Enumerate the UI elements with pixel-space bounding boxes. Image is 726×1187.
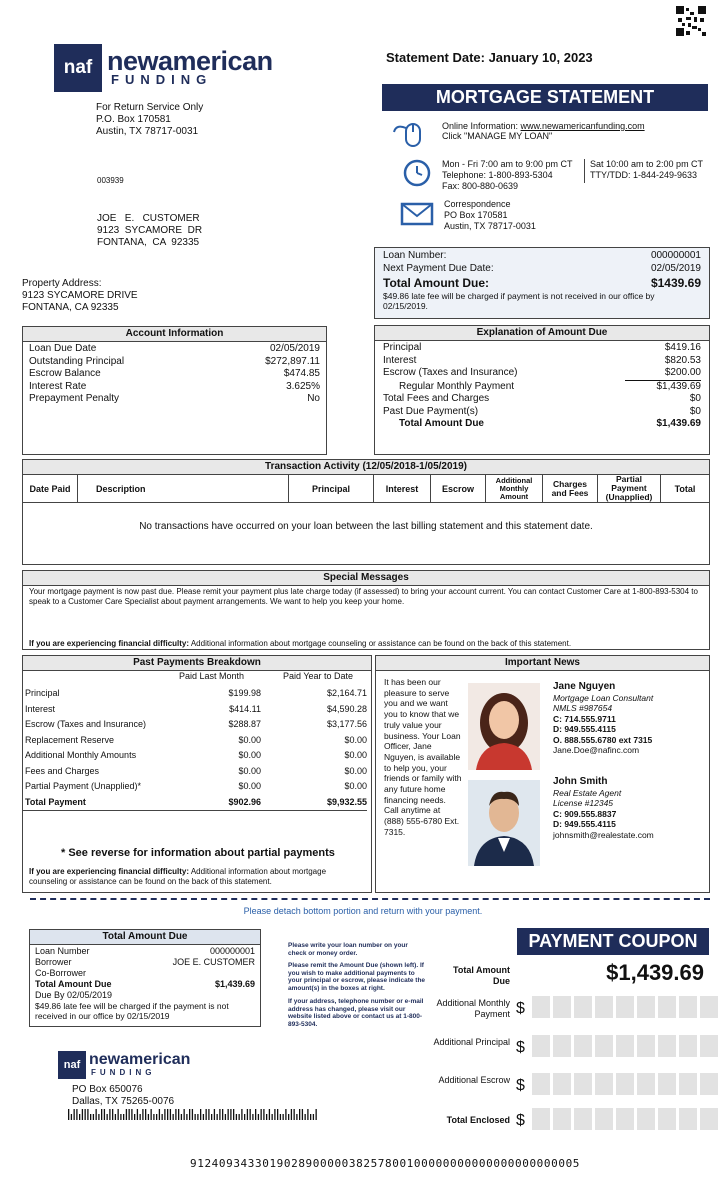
total-amount-due: $1439.69	[650, 276, 701, 290]
transaction-activity-box: Transaction Activity (12/05/2018-1/05/2019) Date Paid Description Principal Interest Escrow Additional Monthly Amount Charges and Fees Partial Payment (Unapplied) Total No transactions have occurred on your loan between the last billing statement and this statement date.	[22, 459, 710, 565]
return-address: For Return Service Only P.O. Box 170581 Austin, TX 78717-0031	[96, 102, 204, 137]
detach-line	[30, 898, 710, 900]
logo-name: newamerican	[107, 46, 273, 76]
loan-officer-contact: Jane Nguyen Mortgage Loan Consultant NMLS #987654 C: 714.555.9711 D: 949.555.4115 O. 888.555.6780 ext 7315 Jane.Doe@nafinc.com	[553, 681, 654, 755]
agent-contact: John Smith Real Estate Agent License #12345 C: 909.555.8837 D: 949.555.4115 johnsmith@realestate.com	[553, 776, 654, 840]
detach-instruction: Please detach bottom portion and return with your payment.	[243, 906, 483, 916]
mouse-icon	[392, 118, 428, 152]
ocr-scan-line: 912409343301902890000038257800100000000000000000000005	[190, 1157, 581, 1170]
special-messages-box: Special Messages Your mortgage payment is now past due. Please remit your payment plus late charge today (if assessed) to bring your account current. You can contact Customer Care at 1-800-893-5304 to speak to a Customer Care Specialist about payment arrangements. We want to help you keep your home. If you are experiencing financial difficulty: Additional information about mortgage counseling or assistance can be found on the back of this statement.	[22, 570, 710, 650]
loan-number: 000000001	[650, 250, 701, 261]
partial-payment-note: * See reverse for information about partial payments	[61, 847, 335, 859]
correspondence-address: Correspondence PO Box 170581 Austin, TX 78717-0031	[444, 199, 536, 231]
additional-principal-field[interactable]: Additional Principal $	[424, 1035, 712, 1061]
weekend-hours: Sat 10:00 am to 2:00 pm CT TTY/TDD: 1-844-249-9633	[584, 159, 703, 183]
envelope-icon	[400, 202, 434, 226]
coupon-total-label: Total Amount Due	[453, 965, 510, 986]
coupon-summary-box: Total Amount Due Loan Number 000000001 Borrower JOE E. CUSTOMER Co-Borrower Total Amount Due $1,439.69 Due By 02/05/2019 $49.86 late fee will be charged if the payment is not received in our office by 02/15/2019	[29, 929, 261, 1027]
remit-address: PO Box 650076 Dallas, TX 75265-0076	[72, 1084, 175, 1107]
customer-address: JOE E. CUSTOMER 9123 SYCAMORE DR FONTANA, CA 92335	[97, 213, 203, 248]
real-estate-agent-photo	[468, 780, 540, 866]
news-blurb: It has been our pleasure to serve you and we want you to know that we truly value your business. Your Loan Officer, Jane Nguyen, is available to help you, your friends or family with any future home financing needs. Call anytime at (888) 555-6780 Ext. 7315.	[384, 677, 462, 837]
postal-barcode	[68, 1109, 320, 1120]
mortgage-statement-banner: MORTGAGE STATEMENT	[382, 84, 708, 111]
website-link[interactable]: www.newamericanfunding.com	[520, 121, 645, 131]
clock-icon	[402, 158, 432, 188]
explanation-box: Explanation of Amount Due Principal $419.16 Interest $820.53 Escrow (Taxes and Insurance) $200.00 Regular Monthly Payment $1,439.69 Total Fees and Charges $0 Past Due Payment(s) $0 Total Amount Due $1,439.69	[374, 325, 710, 455]
phone-hours: Mon - Fri 7:00 am to 9:00 pm CT Telephone: 1-800-893-5304 Fax: 800-880-0639	[442, 159, 573, 191]
account-code: 003939	[97, 176, 124, 185]
coupon-total-amount: $1,439.69	[606, 960, 704, 985]
total-enclosed-field[interactable]: Total Enclosed $	[424, 1108, 712, 1134]
next-due-date: 02/05/2019	[650, 262, 701, 274]
late-fee-note: $49.86 late fee will be charged if payment is not received in our office by 02/15/2019.	[383, 291, 655, 311]
qr-code	[676, 6, 706, 36]
coupon-instructions: Please write your loan number on your check or money order. Please remit the Amount Due (shown left). If you wish to make additional payments to your principal or escrow, please indicate the amount(s) in the boxes at right. If your address, telephone number or e-mail address has changed, please visit our website listed above or contact us at 1-800-893-5304.	[288, 942, 426, 1028]
loan-officer-photo	[468, 683, 540, 770]
property-address: Property Address: 9123 SYCAMORE DRIVE FONTANA, CA 92335	[22, 278, 138, 313]
logo-mark: naf	[54, 44, 102, 92]
account-information-box: Account Information Loan Due Date 02/05/2019 Outstanding Principal $272,897.11 Escrow Balance $474.85 Interest Rate 3.625% Prepayment Penalty No	[22, 326, 327, 455]
online-info: Online Information: www.newamericanfunding.com Click "MANAGE MY LOAN"	[442, 121, 645, 141]
no-transactions-message: No transactions have occurred on your loan between the last billing statement and this statement date.	[139, 521, 593, 532]
additional-monthly-payment-field[interactable]: Additional Monthly Payment $	[424, 996, 712, 1022]
additional-escrow-field[interactable]: Additional Escrow $	[424, 1073, 712, 1099]
important-news-box: Important News It has been our pleasure to serve you and we want you to know that we truly value your business. Your Loan Officer, Jane Nguyen, is available to help you, your friends or family with any future home financing needs. Call anytime at (888) 555-6780 Ext. 7315. Jane Nguyen Mortgage Loan Consultant NMLS #987654 C: 714.555.9711 D: 949.555.4115 O. 888.555.6780 ext 7315 Jane.Doe@nafinc.com John Smith Real Estate Agent License #12345 C: 909.555.8837 D: 949.555.4115 johnsmith@realestate.com	[375, 655, 710, 893]
payment-coupon-banner: PAYMENT COUPON	[517, 928, 709, 955]
statement-date: Statement Date: January 10, 2023	[386, 50, 593, 65]
past-payments-box: Past Payments Breakdown Paid Last Month Paid Year to Date Principal $199.98 $2,164.71 Interest $414.11 $4,590.28 Escrow (Taxes and Insurance) $288.87 $3,177.56 Replacement Reserve $0.00 $0.00 Additional Monthly Amounts $0.00 $0.00 Fees and Charges $0.00 $0.00 Partial Payment (Unapplied)* $0.00 $0.00 Total Payment $902.96 $9,932.55 * See reverse for information about partial payments If you are experiencing financial difficulty: Additional information about mortgage counseling or assistance can be found on the back of this statement.	[22, 655, 372, 893]
loan-summary-box: Loan Number: 000000001 Next Payment Due Date: 02/05/2019 Total Amount Due: $1439.69 $49.86 late fee will be charged if payment is not received in our office by 02/15/2019.	[374, 247, 710, 319]
logo-subtitle: FUNDING	[111, 72, 213, 87]
